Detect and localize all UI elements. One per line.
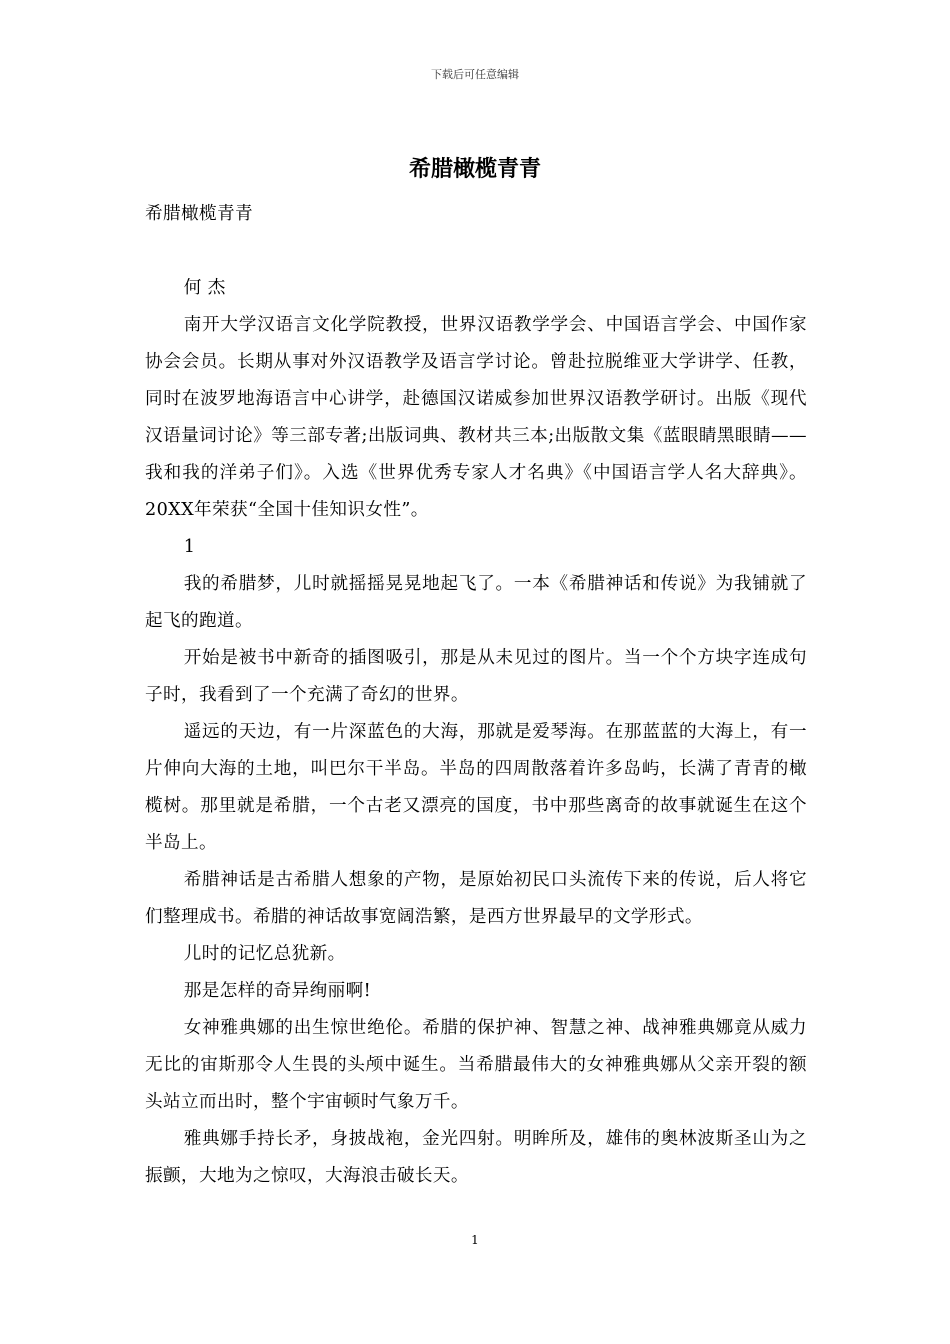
document-title: 希腊橄榄青青 [408, 156, 541, 182]
paragraph: 那是怎样的奇异绚丽啊! [183, 981, 372, 1001]
paragraph: 希腊神话是古希腊人想象的产物，是原始初民口头流传下来的传说，后人将它们整理成书。希腊的神话故事宽阔浩繁，是西方世界最早的文学形式。 [145, 870, 807, 927]
paragraph: 南开大学汉语言文化学院教授，世界汉语教学学会、中国语言学会、中国作家协会会员。长期从事对外汉语教学及语言学讨论。曾赴拉脱维亚大学讲学、任教，同时在波罗地海语言中心讲学，赴德国汉诺威参加世界汉语教学研讨。出版《现代汉语量词讨论》等三部专著;出版词典、教材共三本;出版散文集《蓝眼睛黑眼睛——我和我的洋弟子们》。入选《世界优秀专家人才名典》《中国语言学人名大辞典》。20XX年荣获“全国十佳知识女性”。 [145, 315, 807, 520]
header-note: 下载后可任意编辑 [431, 68, 519, 81]
section-number: 1 [183, 537, 196, 557]
paragraph: 遥远的天边，有一片深蓝色的大海，那就是爱琴海。在那蓝蓝的大海上，有一片伸向大海的土地，叫巴尔干半岛。半岛的四周散落着许多岛屿，长满了青青的橄榄树。那里就是希腊，一个古老又漂亮的国度，书中那些离奇的故事就诞生在这个半岛上。 [145, 722, 807, 853]
document-body [145, 196, 807, 1195]
paragraph: 儿时的记忆总犹新。 [183, 944, 346, 964]
paragraph: 雅典娜手持长矛，身披战袍，金光四射。明眸所及，雄伟的奥林波斯圣山为之振颤，大地为之惊叹，大海浪击破长天。 [145, 1129, 807, 1186]
page-number: 1 [471, 1233, 479, 1247]
paragraph: 开始是被书中新奇的插图吸引，那是从未见过的图片。当一个个方块字连成句子时，我看到了一个充满了奇幻的世界。 [145, 648, 807, 705]
paragraph: 我的希腊梦，儿时就摇摇晃晃地起飞了。一本《希腊神话和传说》为我铺就了起飞的跑道。 [145, 574, 807, 631]
paragraph: 女神雅典娜的出生惊世绝伦。希腊的保护神、智慧之神、战神雅典娜竟从威力无比的宙斯那令人生畏的头颅中诞生。当希腊最伟大的女神雅典娜从父亲开裂的额头站立而出时，整个宇宙顿时气象万千。 [145, 1018, 807, 1112]
document-subtitle: 希腊橄榄青青 [145, 204, 253, 224]
blank-line [145, 233, 807, 270]
author-name: 何 杰 [183, 278, 226, 298]
